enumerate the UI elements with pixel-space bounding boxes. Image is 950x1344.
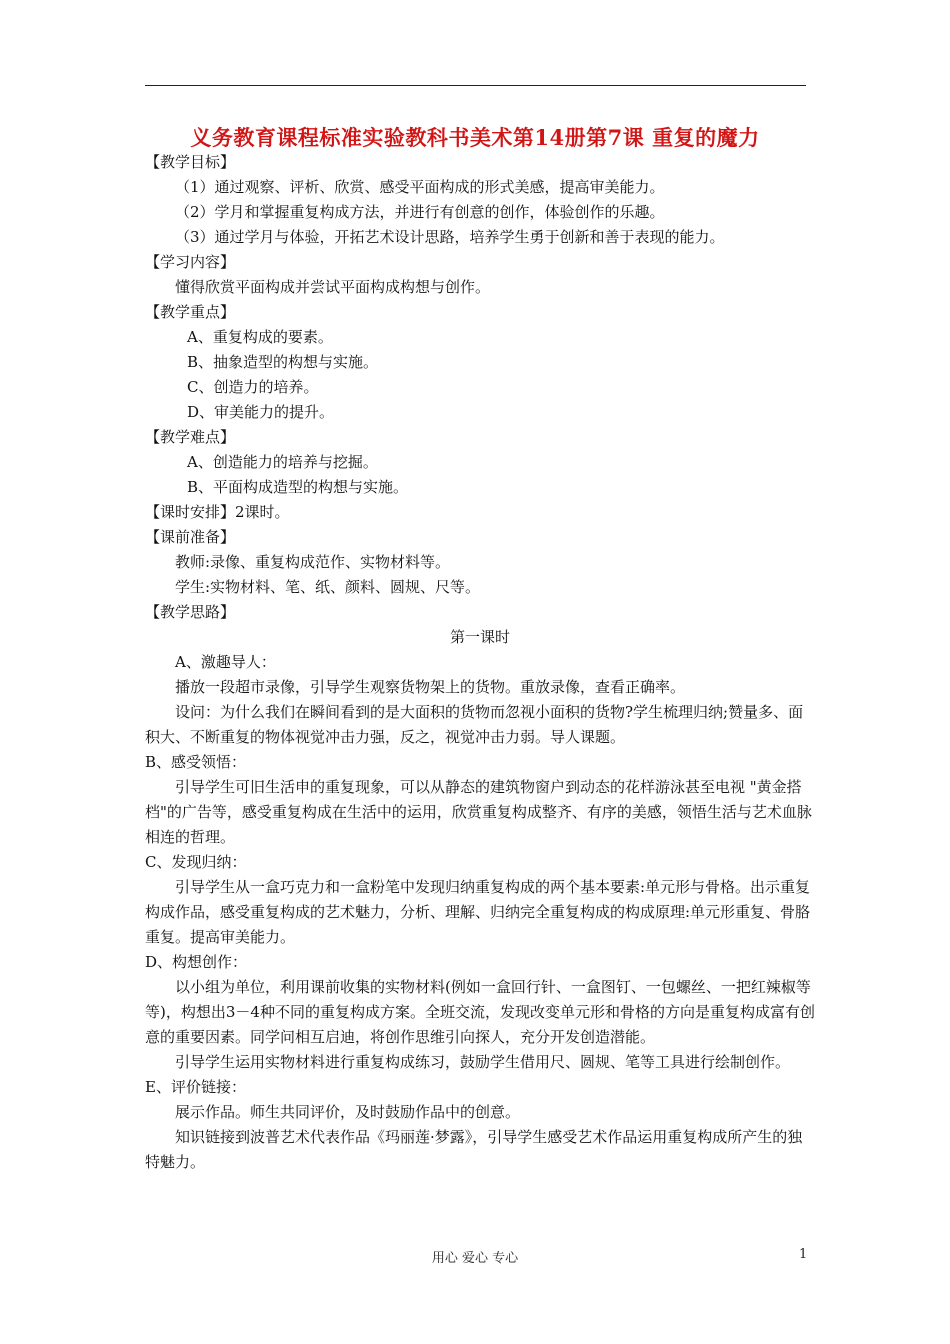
list-item: B、抽象造型的构想与实施。 — [187, 353, 379, 371]
lesson-title: 第一课时 — [449, 628, 510, 646]
list-item: A、创造能力的培养与挖掘。 — [187, 453, 378, 471]
section-heading: 【教学难点】 — [145, 428, 236, 446]
section-heading: 【教学重点】 — [145, 303, 236, 321]
subheading: C、发现归纳： — [145, 853, 247, 871]
paragraph: 学生:实物材料、笔、纸、颜料、圆规、尺等。 — [175, 578, 481, 596]
subheading: E、评价链接： — [145, 1078, 246, 1096]
paragraph: 引导学生运用实物材料进行重复构成练习，鼓励学生借用尺、圆规、笔等工具进行绘制创作。 — [175, 1053, 791, 1071]
page-number: 1 — [799, 1247, 808, 1262]
paragraph: （1）通过观察、评析、欣赏、感受平面构成的形式美感，提高审美能力。 — [175, 178, 665, 196]
list-item: A、重复构成的要素。 — [187, 328, 333, 346]
paragraph: 引导学生可旧生活申的重复现象，可以从静态的建筑物窗户到动态的花样游泳甚至电视 "黄金搭档"的广告等，感受重复构成在生活中的运用，欣赏重复构成整齐、有序的美感，领悟生活与艺术血脉相连的哲理。 — [145, 778, 812, 846]
subheading: A、激趣导人： — [175, 653, 276, 671]
section-heading: 【教学目标】 — [145, 153, 236, 171]
paragraph: 引导学生从一盒巧克力和一盒粉笔中发现归纳重复构成的两个基本要素:单元形与骨格。出示重复构成作品，感受重复构成的艺术魅力，分析、理解、归纳完全重复构成的构成原理:单元形重复、骨胳 重复。提高审美能力。 — [145, 878, 811, 946]
paragraph: 教师:录像、重复构成范作、实物材料等。 — [175, 553, 451, 571]
subheading: D、构想创作： — [145, 953, 248, 971]
list-item: B、平面构成造型的构想与实施。 — [187, 478, 409, 496]
document-title: 义务教育课程标准实验教科书美术第14册第7课 重复的魔力 — [190, 125, 760, 150]
section-heading: 【学习内容】 — [145, 253, 236, 271]
document-body — [145, 150, 815, 1175]
footer-motto: 用心 爱心 专心 — [431, 1251, 519, 1266]
list-item: C、创造力的培养。 — [187, 378, 319, 396]
paragraph: （3）通过学月与体验，开拓艺术设计思路，培养学生勇于创新和善于表现的能力。 — [175, 228, 725, 246]
subheading: B、感受领悟： — [145, 753, 247, 771]
paragraph: 设问：为什么我们在瞬间看到的是大面积的货物而忽视小面积的货物?学生梳理归纳;赞量多、面积大、不断重复的物体视觉冲击力强，反之，视觉冲击力弱。导人课题。 — [145, 703, 804, 746]
paragraph: 播放一段超市录像，引导学生观察货物架上的货物。重放录像，查看正确率。 — [175, 678, 686, 696]
paragraph: 以小组为单位，利用课前收集的实物材料(例如一盒回行针、一盒图钉、一包螺丝、一把红辣椒等等)，构想出3－4种不同的重复构成方案。全班交流，发现改变单元形和骨格的方向是重复构成富有创意的重要因素。同学问相互启迪，将创作思维引向探人，充分开发创造潜能。 — [145, 978, 815, 1046]
paragraph: 懂得欣赏平面构成并尝试平面构成构想与创作。 — [175, 278, 491, 296]
paragraph: （2）学月和掌握重复构成方法，并进行有创意的创作，体验创作的乐趣。 — [175, 203, 665, 221]
header-rule — [145, 85, 806, 86]
section-heading: 【课前准备】 — [145, 528, 236, 546]
paragraph: 展示作品。师生共同评价，及时鼓励作品中的创意。 — [175, 1103, 521, 1121]
list-item: D、审美能力的提升。 — [187, 403, 335, 421]
section-heading: 【课时安排】2课时。 — [145, 503, 290, 521]
section-heading: 【教学思路】 — [145, 603, 236, 621]
paragraph: 知识链接到波普艺术代表作品《玛丽莲·梦露》，引导学生感受艺术作品运用重复构成所产生的独特魅力。 — [145, 1128, 803, 1171]
